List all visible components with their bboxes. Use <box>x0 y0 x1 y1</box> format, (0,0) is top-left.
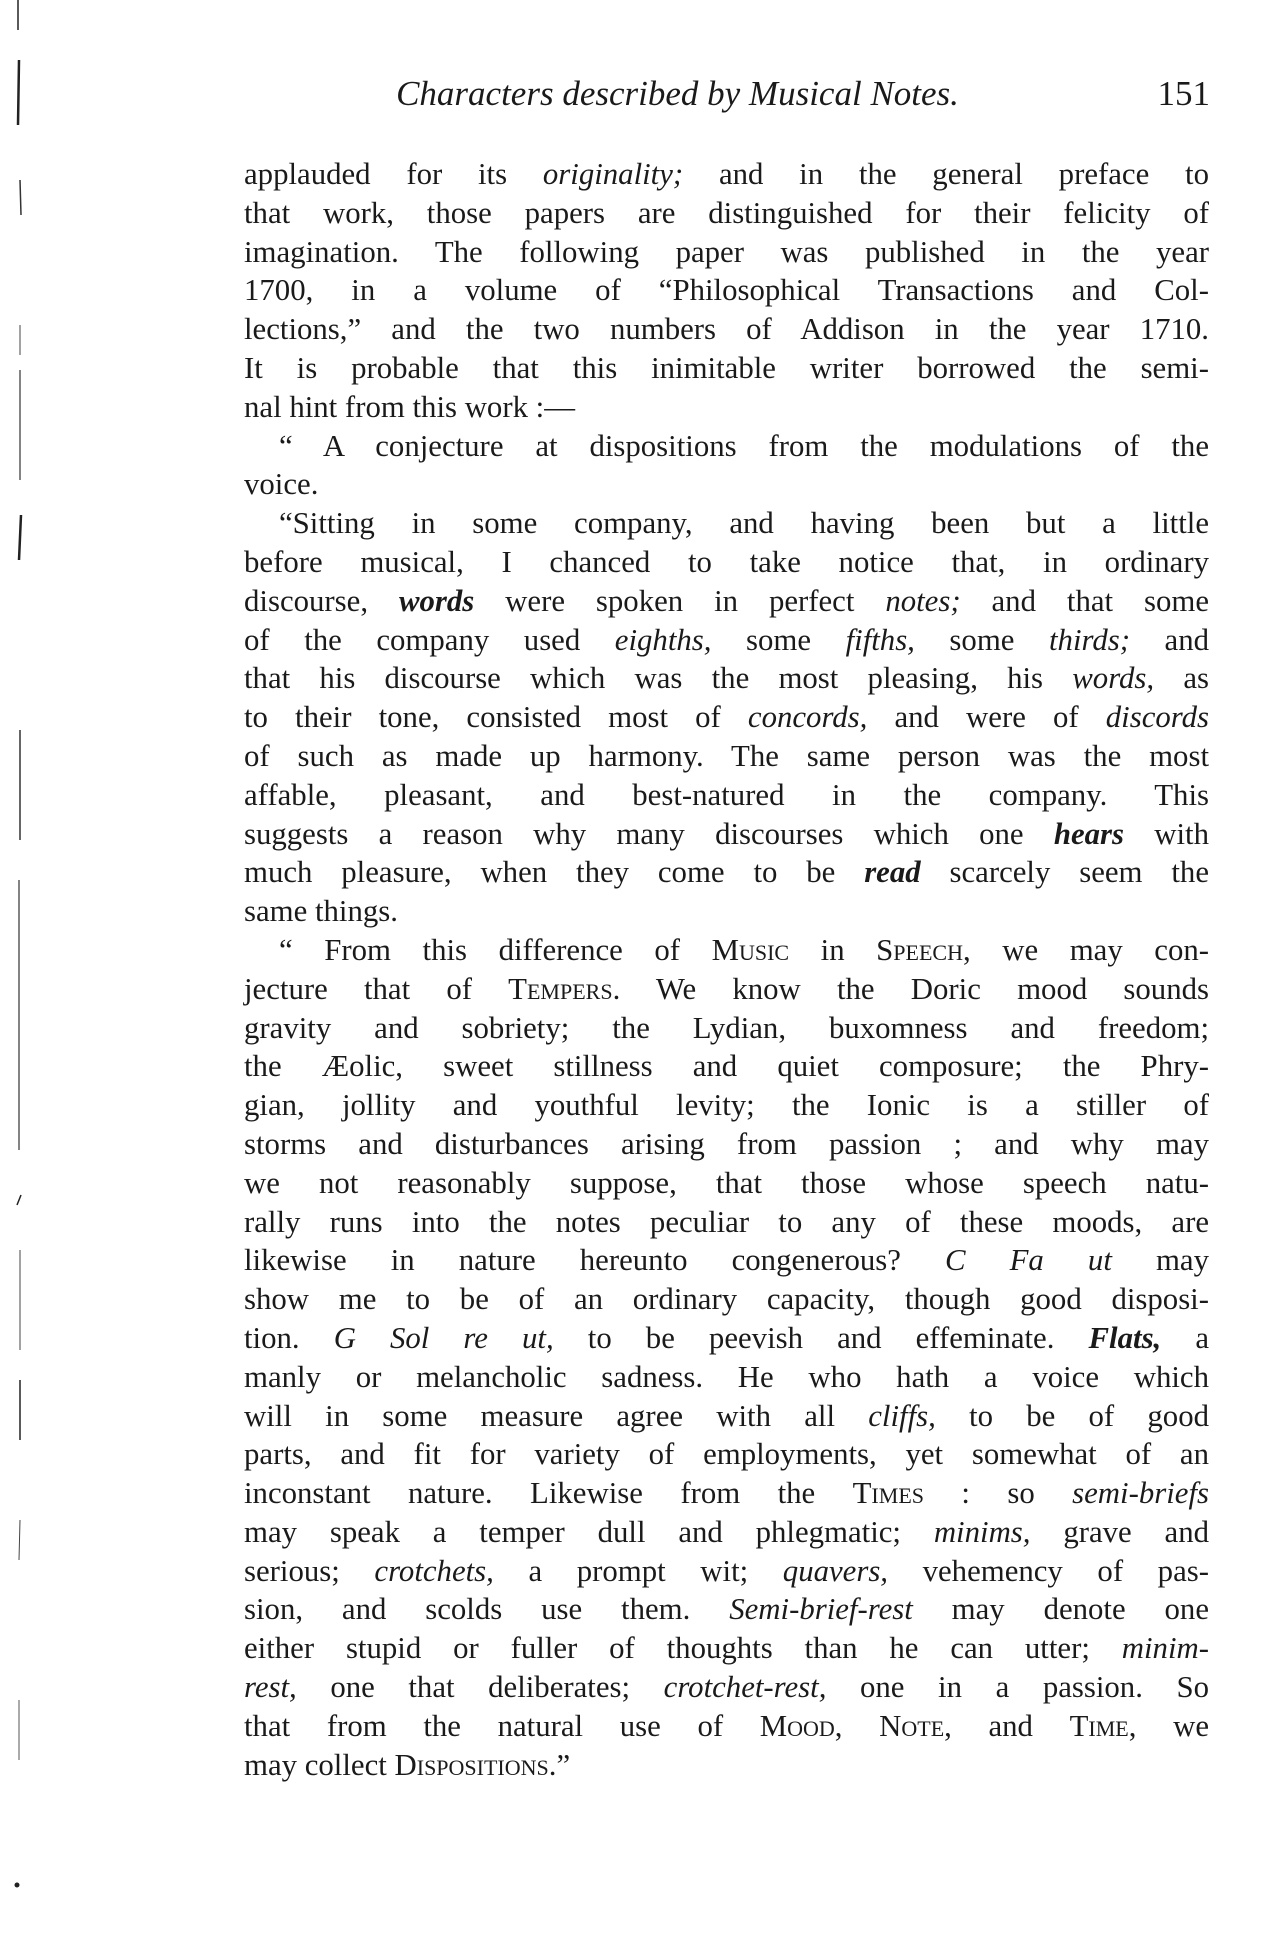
text-line <box>244 737 1209 776</box>
text-run: that work, those papers are distinguished for their felicity of <box>244 195 1209 230</box>
text-run: serious; <box>244 1553 375 1588</box>
text-line <box>244 931 1209 970</box>
text-run: and <box>951 1708 1070 1743</box>
text-run: Music <box>711 932 790 967</box>
text-run: likewise in nature hereunto congenerous? <box>244 1243 945 1278</box>
text-run: will in some measure agree with all <box>244 1398 869 1433</box>
text-run: and were of <box>867 700 1106 735</box>
text-run: lections,” and the two numbers of Addison in the year 1710. <box>244 312 1209 347</box>
text-run: Flats, <box>1088 1320 1162 1355</box>
body-text <box>244 155 1209 1784</box>
text-line <box>244 1668 1209 1707</box>
text-line <box>244 388 1209 427</box>
text-run: voice. <box>244 467 319 502</box>
text-run: read <box>864 855 921 890</box>
text-run: rally runs into the notes peculiar to any of these moods, are <box>244 1204 1209 1239</box>
text-run: Mood, Note, <box>759 1708 952 1743</box>
text-line <box>244 1707 1209 1746</box>
text-line <box>244 1746 1209 1785</box>
text-run: Dispositions. <box>394 1747 557 1782</box>
text-line <box>244 271 1209 310</box>
text-line <box>244 1358 1209 1397</box>
text-run: in <box>789 932 877 967</box>
text-run: applauded for its <box>244 157 543 191</box>
text-line <box>244 1513 1209 1552</box>
text-run: Tempers. <box>508 971 621 1006</box>
text-run: of such as made up harmony. The same person was the most <box>244 738 1209 773</box>
text-run: “ A conjecture at dispositions from the modulations of the <box>279 428 1209 463</box>
text-line <box>244 621 1209 660</box>
text-line <box>244 776 1209 815</box>
text-run: inconstant nature. Likewise from the <box>244 1476 853 1511</box>
text-line <box>244 815 1209 854</box>
text-run: to be of good <box>935 1398 1209 1433</box>
text-run: either stupid or fuller of thoughts than he can utter; <box>244 1631 1122 1666</box>
text-run: G Sol re ut, <box>333 1320 554 1355</box>
text-run: imagination. The following paper was published in the year <box>244 234 1209 269</box>
text-run: cliffs, <box>868 1398 936 1433</box>
text-line <box>244 310 1209 349</box>
text-run: discords <box>1105 700 1209 735</box>
text-line <box>244 1047 1209 1086</box>
text-run: gian, jollity and youthful levity; the Ionic is a stiller of <box>244 1088 1209 1123</box>
text-line <box>244 1203 1209 1242</box>
text-line <box>244 659 1209 698</box>
text-run: may denote one <box>912 1592 1209 1627</box>
text-run: originality; <box>542 157 684 191</box>
text-line <box>244 582 1209 621</box>
text-run: a <box>1161 1320 1210 1355</box>
text-line <box>244 233 1209 272</box>
text-run: Time, <box>1069 1708 1137 1743</box>
text-line <box>244 1280 1209 1319</box>
text-run: and in the general preface to <box>683 157 1209 191</box>
text-run: and <box>1130 622 1210 657</box>
text-run: Semi-brief-rest <box>729 1592 913 1627</box>
text-run: before musical, I chanced to take notice that, in ordinary <box>244 544 1209 579</box>
text-run: suggests a reason why many discourses which one <box>244 816 1054 851</box>
text-run: ” <box>556 1747 571 1782</box>
text-line <box>244 349 1209 388</box>
text-line <box>244 1552 1209 1591</box>
text-run: words <box>398 583 475 618</box>
text-run: a prompt wit; <box>493 1553 783 1588</box>
text-run: with <box>1124 816 1209 851</box>
text-run: manly or melancholic sadness. He who hath a voice which <box>244 1359 1209 1394</box>
text-run: hears <box>1053 816 1124 851</box>
text-run: the Æolic, sweet stillness and quiet composure; the Phry- <box>244 1049 1209 1084</box>
text-line <box>244 465 1209 504</box>
text-line <box>244 194 1209 233</box>
text-line <box>244 543 1209 582</box>
text-line <box>244 1009 1209 1048</box>
text-run: some <box>711 622 846 657</box>
text-run: quavers, <box>782 1553 888 1588</box>
text-run: C Fa ut <box>945 1243 1112 1278</box>
text-run: tion. <box>244 1320 334 1355</box>
binding-edge-marks <box>8 0 32 1933</box>
running-title: Characters described by Musical Notes. <box>396 74 959 113</box>
text-line <box>244 155 1209 194</box>
text-run: words, <box>1072 661 1155 696</box>
text-line <box>244 853 1209 892</box>
text-run: affable, pleasant, and best-natured in the company. This <box>244 777 1209 812</box>
text-run: one that deliberates; <box>296 1670 664 1705</box>
text-line <box>244 1125 1209 1164</box>
text-run: same things. <box>244 894 398 929</box>
text-run: sion, and scolds use them. <box>244 1592 730 1627</box>
text-run: scarcely seem the <box>920 855 1209 890</box>
text-run: that from the natural use of <box>244 1708 760 1743</box>
text-run: : so <box>924 1476 1073 1511</box>
text-run: to their tone, consisted most of <box>244 700 748 735</box>
text-run: “ From this difference of <box>279 932 712 967</box>
text-run: of the company used <box>244 622 615 657</box>
text-run: Times <box>852 1476 924 1511</box>
text-run: minims, <box>933 1514 1031 1549</box>
text-run: were spoken in perfect <box>474 583 886 618</box>
text-line <box>244 1086 1209 1125</box>
text-line <box>244 1590 1209 1629</box>
text-run: grave and <box>1030 1514 1209 1549</box>
text-line <box>244 1474 1209 1513</box>
text-line <box>244 970 1209 1009</box>
text-run: fifths, <box>845 622 915 657</box>
text-run: rest, <box>244 1670 297 1705</box>
text-run: jecture that of <box>244 971 509 1006</box>
text-run: that his discourse which was the most pleasing, his <box>244 661 1073 696</box>
text-line <box>244 504 1209 543</box>
text-run: We know the Doric mood sounds <box>620 971 1209 1006</box>
text-line <box>244 1435 1209 1474</box>
text-run: “Sitting in some company, and having been but a little <box>279 506 1209 541</box>
text-line <box>244 1164 1209 1203</box>
text-run: storms and disturbances arising from passion ; and why may <box>244 1126 1209 1161</box>
text-run: some <box>914 622 1049 657</box>
text-run: gravity and sobriety; the Lydian, buxomness and freedom; <box>244 1010 1209 1045</box>
text-run: as <box>1154 661 1209 696</box>
text-line <box>244 1397 1209 1436</box>
text-run: discourse, <box>244 583 399 618</box>
text-run: crotchets, <box>374 1553 494 1588</box>
text-run: 1700, in a volume of “Philosophical Transactions and Col- <box>244 273 1209 308</box>
text-run: notes; <box>885 583 961 618</box>
text-run: It is probable that this inimitable writer borrowed the semi- <box>244 350 1209 385</box>
text-run: Speech, <box>876 932 971 967</box>
text-run: concords, <box>747 700 868 735</box>
text-run: we <box>1136 1708 1210 1743</box>
text-run: and that some <box>960 583 1209 618</box>
page-number: 151 <box>1157 74 1210 113</box>
text-run: show me to be of an ordinary capacity, though good disposi- <box>244 1282 1209 1317</box>
text-run: may collect <box>244 1747 395 1782</box>
text-line <box>244 427 1209 466</box>
text-run: thirds; <box>1049 622 1130 657</box>
text-run: much pleasure, when they come to be <box>244 855 865 890</box>
text-run: vehemency of pas- <box>888 1553 1209 1588</box>
text-run: nal hint from this work :— <box>244 389 576 424</box>
text-run: may speak a temper dull and phlegmatic; <box>244 1514 934 1549</box>
text-line <box>244 1629 1209 1668</box>
text-run: semi-briefs <box>1072 1476 1210 1511</box>
text-run: may <box>1111 1243 1209 1278</box>
text-run: parts, and fit for variety of employments, yet somewhat of an <box>244 1437 1209 1472</box>
text-run: to be peevish and effeminate. <box>553 1320 1089 1355</box>
text-run: crotchet-rest, <box>663 1670 827 1705</box>
running-header <box>240 72 1210 116</box>
text-line <box>244 698 1209 737</box>
text-line <box>244 892 1209 931</box>
text-line <box>244 1241 1209 1280</box>
text-run: eighths, <box>614 622 712 657</box>
text-run: we not reasonably suppose, that those whose speech natu- <box>244 1165 1209 1200</box>
text-run: we may con- <box>970 932 1210 967</box>
text-line <box>244 1319 1209 1358</box>
text-run: one in a passion. So <box>826 1670 1210 1705</box>
text-run: minim- <box>1121 1631 1209 1666</box>
